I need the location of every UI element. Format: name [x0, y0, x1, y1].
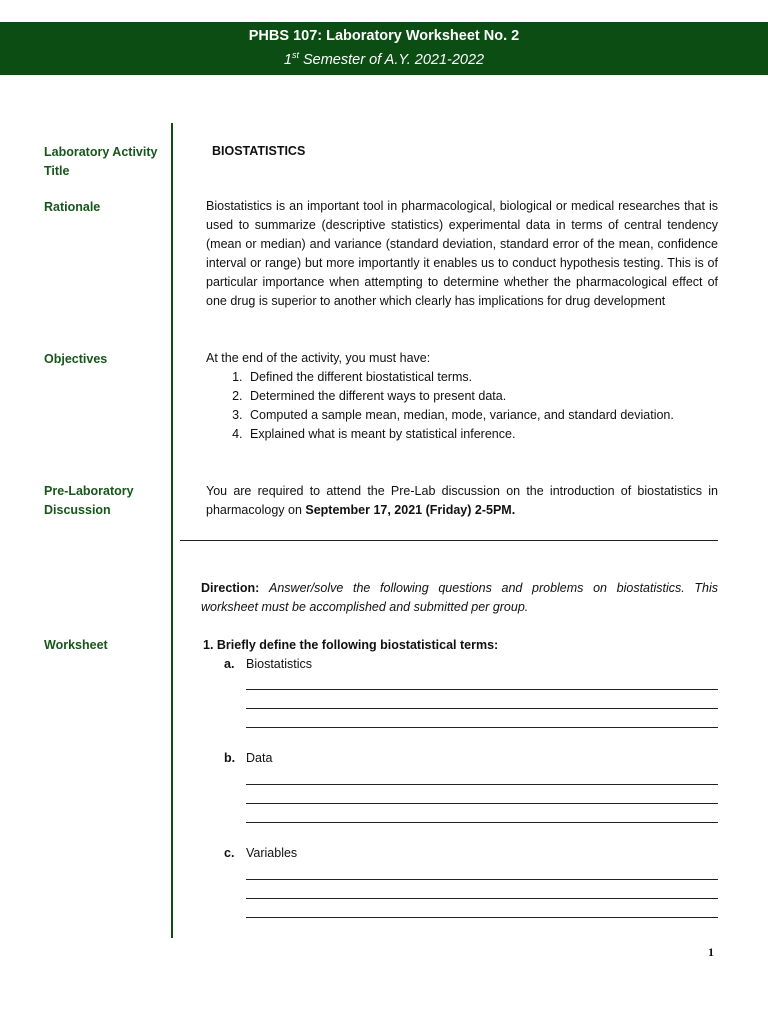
objective-item: 2. Determined the different ways to present data. [246, 387, 718, 406]
prelab-body: You are required to attend the Pre-Lab discussion on the introduction of biostatistics in pharmacology on [206, 484, 718, 517]
term-letter: a. [224, 657, 235, 671]
answer-line[interactable] [246, 689, 718, 690]
worksheet-label: Worksheet [44, 638, 108, 652]
objective-item: 4. Explained what is meant by statistical inference. [246, 425, 718, 444]
activity-title-value: BIOSTATISTICS [212, 144, 306, 158]
direction-block [201, 579, 718, 617]
direction-label: Direction: [201, 581, 260, 595]
header-banner [0, 22, 768, 75]
term-label: Variables [246, 846, 298, 860]
question-1: 1. Briefly define the following biostatistical terms: [203, 638, 499, 652]
term-letter: b. [224, 751, 236, 765]
rationale-label: Rationale [44, 200, 101, 214]
objectives-label: Objectives [44, 352, 108, 366]
term-item-data [224, 749, 272, 768]
page-number: 1 [708, 945, 714, 959]
section-separator [180, 540, 718, 541]
semester-ordinal: 1 [283, 51, 292, 68]
rationale-text: Biostatistics is an important tool in pharmacological, biological or medical researches that is used to summarize (descriptive statistics) experimental data in terms of central tendency (mean or median) and variance (standard deviation, standard error of the mean, confidence interval or range) but more importantly it enables us to conduct hypothesis testing. This is of particular importance when attempting to determine whether the pharmacological effect of one drug is superior to another which clearly has implications for drug development [206, 199, 718, 308]
worksheet-title: PHBS 107: Laboratory Worksheet No. 2 [248, 28, 520, 44]
answer-line[interactable] [246, 879, 718, 880]
semester-ordinal-suffix: st [291, 50, 299, 60]
answer-line[interactable] [246, 803, 718, 804]
objectives-list [206, 368, 718, 444]
prelab-text [206, 482, 718, 520]
semester-text: Semester of A.Y. 2021-2022 [298, 51, 485, 68]
objective-item: 3. Computed a sample mean, median, mode, variance, and standard deviation. [246, 406, 718, 425]
term-label: Data [246, 751, 273, 765]
term-letter: c. [224, 846, 235, 860]
term-item-biostatistics [224, 655, 312, 674]
activity-title-label: Laboratory Activity Title [44, 145, 158, 178]
answer-line[interactable] [246, 898, 718, 899]
objectives-block [206, 349, 718, 444]
semester-line [0, 50, 768, 68]
objective-item: 1. Defined the different biostatistical terms. [246, 368, 718, 387]
prelab-label: Pre-Laboratory Discussion [44, 484, 134, 517]
answer-line[interactable] [246, 784, 718, 785]
prelab-date: September 17, 2021 (Friday) 2-5PM. [305, 503, 516, 517]
answer-line[interactable] [246, 708, 718, 709]
term-item-variables [224, 844, 297, 863]
direction-text: Answer/solve the following questions and problems on biostatistics. This worksheet must be accomplished and submitted per group. [201, 581, 718, 614]
answer-line[interactable] [246, 727, 718, 728]
answer-line[interactable] [246, 822, 718, 823]
section-divider-vertical [171, 123, 173, 938]
term-label: Biostatistics [246, 657, 312, 671]
objectives-intro: At the end of the activity, you must have: [206, 351, 431, 365]
answer-line[interactable] [246, 917, 718, 918]
